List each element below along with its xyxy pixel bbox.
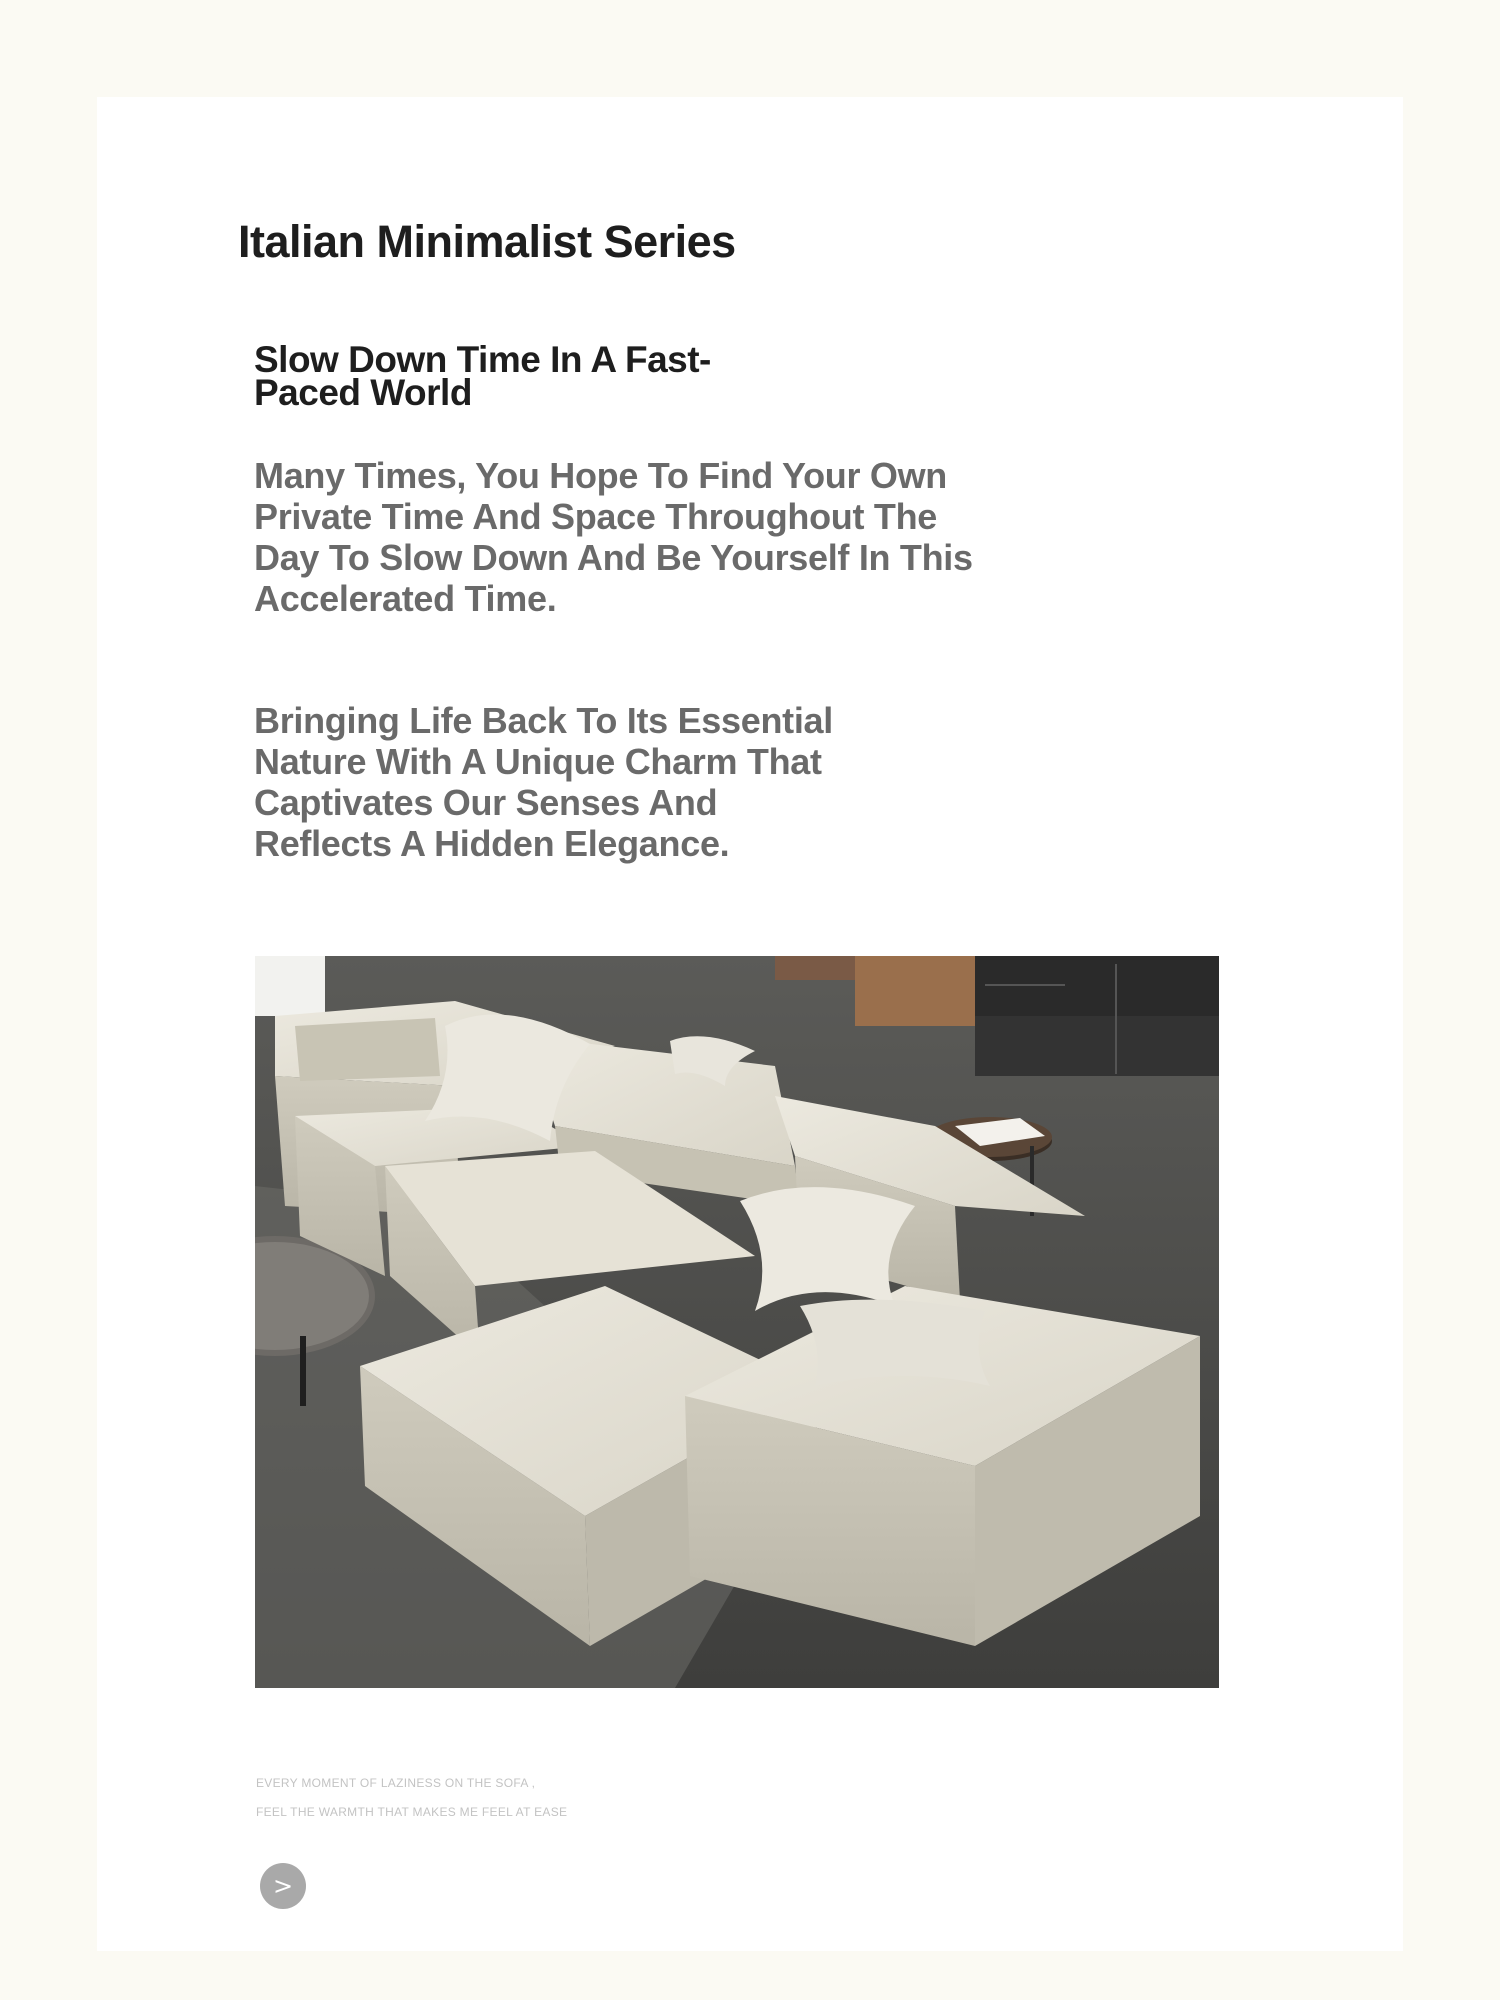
page-subtitle: Slow Down Time In A Fast-Paced World xyxy=(254,339,711,413)
sofa-illustration xyxy=(255,956,1219,1688)
page-title: Italian Minimalist Series xyxy=(238,216,736,267)
sofa-photo xyxy=(255,956,1219,1688)
caption-line-2: FEEL THE WARMTH THAT MAKES ME FEEL AT EASE xyxy=(256,1805,568,1819)
chevron-right-icon: > xyxy=(272,1872,294,1900)
intro-paragraph: Many Times, You Hope To Find Your Own Private Time And Space Throughout The Day To Slow Down And Be Yourself In This Accelerated Time. xyxy=(254,455,973,619)
next-button[interactable] xyxy=(260,1863,306,1909)
caption-line-1: EVERY MOMENT OF LAZINESS ON THE SOFA , xyxy=(256,1776,536,1790)
description-paragraph: Bringing Life Back To Its Essential Nature With A Unique Charm That Captivates Our Senses And Reflects A Hidden Elegance. xyxy=(254,700,833,864)
